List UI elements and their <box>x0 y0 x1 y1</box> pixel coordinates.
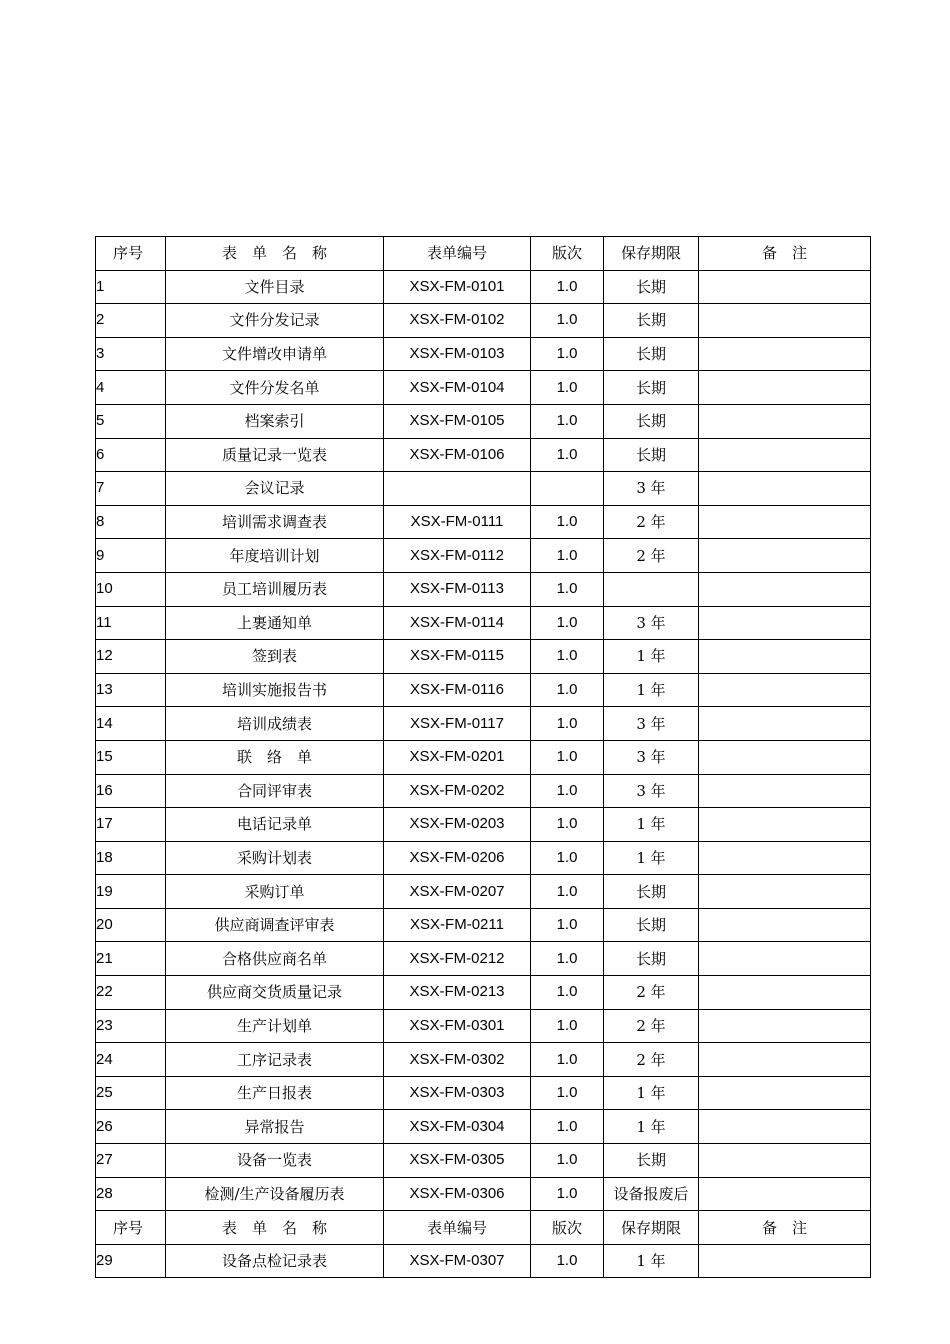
table-row <box>96 304 871 338</box>
cell-version: 1.0 <box>531 606 604 640</box>
cell-no: 9 <box>96 539 166 573</box>
cell-name: 合格供应商名单 <box>166 942 384 976</box>
cell-retention: 3 年 <box>604 774 699 808</box>
table-row <box>96 707 871 741</box>
table-row <box>96 1009 871 1043</box>
cell-remarks <box>699 841 871 875</box>
cell-version: 1.0 <box>531 1110 604 1144</box>
cell-no: 23 <box>96 1009 166 1043</box>
table-row <box>96 606 871 640</box>
cell-name: 工序记录表 <box>166 1043 384 1077</box>
cell-no: 18 <box>96 841 166 875</box>
cell-code: XSX-FM-0201 <box>384 740 531 774</box>
header-no: 序号 <box>96 237 166 271</box>
cell-retention: 1 年 <box>604 673 699 707</box>
cell-version: 1.0 <box>531 304 604 338</box>
table-row <box>96 774 871 808</box>
table-row <box>96 875 871 909</box>
table-row <box>96 808 871 842</box>
header-retention: 保存期限 <box>604 1211 699 1245</box>
cell-code: XSX-FM-0102 <box>384 304 531 338</box>
cell-no: 21 <box>96 942 166 976</box>
table-header-row <box>96 1211 871 1245</box>
cell-name: 电话记录单 <box>166 808 384 842</box>
cell-name: 质量记录一览表 <box>166 438 384 472</box>
table-row <box>96 472 871 506</box>
table-row <box>96 270 871 304</box>
table-row <box>96 1244 871 1278</box>
header-code: 表单编号 <box>384 237 531 271</box>
cell-retention: 长期 <box>604 337 699 371</box>
cell-code: XSX-FM-0106 <box>384 438 531 472</box>
cell-version: 1.0 <box>531 875 604 909</box>
cell-code: XSX-FM-0212 <box>384 942 531 976</box>
table-row <box>96 572 871 606</box>
cell-remarks <box>699 640 871 674</box>
cell-code: XSX-FM-0112 <box>384 539 531 573</box>
cell-retention: 1 年 <box>604 1110 699 1144</box>
cell-remarks <box>699 1076 871 1110</box>
cell-remarks <box>699 976 871 1010</box>
cell-remarks <box>699 942 871 976</box>
cell-name: 设备点检记录表 <box>166 1244 384 1278</box>
cell-code: XSX-FM-0307 <box>384 1244 531 1278</box>
cell-no: 5 <box>96 404 166 438</box>
cell-remarks <box>699 774 871 808</box>
cell-remarks <box>699 1009 871 1043</box>
header-remarks: 备 注 <box>699 237 871 271</box>
table-row <box>96 942 871 976</box>
cell-retention: 1 年 <box>604 1244 699 1278</box>
cell-no: 2 <box>96 304 166 338</box>
cell-no: 27 <box>96 1144 166 1178</box>
cell-retention: 长期 <box>604 270 699 304</box>
cell-retention: 1 年 <box>604 841 699 875</box>
header-no: 序号 <box>96 1211 166 1245</box>
cell-remarks <box>699 1144 871 1178</box>
cell-retention: 2 年 <box>604 505 699 539</box>
cell-name: 文件分发记录 <box>166 304 384 338</box>
cell-remarks <box>699 908 871 942</box>
cell-code: XSX-FM-0306 <box>384 1177 531 1211</box>
cell-remarks <box>699 1110 871 1144</box>
cell-remarks <box>699 371 871 405</box>
cell-retention: 2 年 <box>604 539 699 573</box>
cell-no: 10 <box>96 572 166 606</box>
cell-version: 1.0 <box>531 942 604 976</box>
cell-no: 7 <box>96 472 166 506</box>
cell-name: 文件增改申请单 <box>166 337 384 371</box>
cell-remarks <box>699 1177 871 1211</box>
cell-remarks <box>699 808 871 842</box>
cell-remarks <box>699 673 871 707</box>
cell-version: 1.0 <box>531 640 604 674</box>
table-row <box>96 1110 871 1144</box>
table-row <box>96 740 871 774</box>
header-name: 表 单 名 称 <box>166 237 384 271</box>
cell-no: 6 <box>96 438 166 472</box>
cell-no: 17 <box>96 808 166 842</box>
cell-remarks <box>699 404 871 438</box>
cell-version: 1.0 <box>531 404 604 438</box>
cell-retention: 2 年 <box>604 1043 699 1077</box>
cell-no: 13 <box>96 673 166 707</box>
cell-no: 26 <box>96 1110 166 1144</box>
cell-version: 1.0 <box>531 976 604 1010</box>
cell-remarks <box>699 304 871 338</box>
cell-code: XSX-FM-0213 <box>384 976 531 1010</box>
cell-remarks <box>699 539 871 573</box>
cell-remarks <box>699 572 871 606</box>
table-row <box>96 1144 871 1178</box>
cell-version: 1.0 <box>531 505 604 539</box>
cell-code: XSX-FM-0203 <box>384 808 531 842</box>
cell-name: 检测/生产设备履历表 <box>166 1177 384 1211</box>
cell-remarks <box>699 606 871 640</box>
cell-version: 1.0 <box>531 841 604 875</box>
cell-version: 1.0 <box>531 1177 604 1211</box>
cell-remarks <box>699 875 871 909</box>
cell-no: 4 <box>96 371 166 405</box>
cell-name: 供应商调查评审表 <box>166 908 384 942</box>
cell-no: 8 <box>96 505 166 539</box>
cell-name: 档案索引 <box>166 404 384 438</box>
cell-no: 12 <box>96 640 166 674</box>
cell-no: 24 <box>96 1043 166 1077</box>
cell-version: 1.0 <box>531 1043 604 1077</box>
cell-version: 1.0 <box>531 673 604 707</box>
cell-remarks <box>699 707 871 741</box>
cell-version: 1.0 <box>531 1144 604 1178</box>
cell-code: XSX-FM-0116 <box>384 673 531 707</box>
cell-code: XSX-FM-0303 <box>384 1076 531 1110</box>
form-list-body <box>96 237 871 1278</box>
table-row <box>96 505 871 539</box>
cell-code: XSX-FM-0302 <box>384 1043 531 1077</box>
cell-no: 20 <box>96 908 166 942</box>
cell-retention: 1 年 <box>604 1076 699 1110</box>
cell-name: 文件分发名单 <box>166 371 384 405</box>
cell-version: 1.0 <box>531 337 604 371</box>
table-row <box>96 371 871 405</box>
cell-code <box>384 472 531 506</box>
cell-name: 生产计划单 <box>166 1009 384 1043</box>
cell-code: XSX-FM-0207 <box>384 875 531 909</box>
cell-name: 供应商交货质量记录 <box>166 976 384 1010</box>
cell-code: XSX-FM-0305 <box>384 1144 531 1178</box>
cell-no: 22 <box>96 976 166 1010</box>
cell-name: 上裹通知单 <box>166 606 384 640</box>
cell-name: 设备一览表 <box>166 1144 384 1178</box>
cell-version: 1.0 <box>531 908 604 942</box>
header-name: 表 单 名 称 <box>166 1211 384 1245</box>
cell-name: 异常报告 <box>166 1110 384 1144</box>
cell-name: 培训实施报告书 <box>166 673 384 707</box>
table-row <box>96 841 871 875</box>
cell-name: 员工培训履历表 <box>166 572 384 606</box>
cell-version <box>531 472 604 506</box>
table-row <box>96 404 871 438</box>
cell-retention: 2 年 <box>604 1009 699 1043</box>
cell-version: 1.0 <box>531 1244 604 1278</box>
cell-remarks <box>699 337 871 371</box>
cell-no: 15 <box>96 740 166 774</box>
cell-retention: 2 年 <box>604 976 699 1010</box>
cell-retention: 1 年 <box>604 808 699 842</box>
cell-version: 1.0 <box>531 774 604 808</box>
cell-code: XSX-FM-0117 <box>384 707 531 741</box>
table-row <box>96 337 871 371</box>
cell-retention: 长期 <box>604 304 699 338</box>
table-row <box>96 640 871 674</box>
cell-version: 1.0 <box>531 740 604 774</box>
table-row <box>96 1076 871 1110</box>
cell-retention: 长期 <box>604 371 699 405</box>
cell-no: 11 <box>96 606 166 640</box>
cell-retention: 3 年 <box>604 740 699 774</box>
cell-name: 联 络 单 <box>166 740 384 774</box>
cell-no: 1 <box>96 270 166 304</box>
cell-code: XSX-FM-0211 <box>384 908 531 942</box>
cell-no: 25 <box>96 1076 166 1110</box>
form-list-table <box>95 236 871 1278</box>
cell-name: 年度培训计划 <box>166 539 384 573</box>
cell-retention: 长期 <box>604 875 699 909</box>
cell-version: 1.0 <box>531 808 604 842</box>
cell-code: XSX-FM-0105 <box>384 404 531 438</box>
cell-code: XSX-FM-0113 <box>384 572 531 606</box>
cell-code: XSX-FM-0111 <box>384 505 531 539</box>
cell-retention: 长期 <box>604 404 699 438</box>
cell-code: XSX-FM-0202 <box>384 774 531 808</box>
cell-remarks <box>699 438 871 472</box>
table-header-row <box>96 237 871 271</box>
cell-version: 1.0 <box>531 1076 604 1110</box>
cell-code: XSX-FM-0101 <box>384 270 531 304</box>
cell-name: 培训需求调查表 <box>166 505 384 539</box>
table-row <box>96 539 871 573</box>
cell-version: 1.0 <box>531 1009 604 1043</box>
header-retention: 保存期限 <box>604 237 699 271</box>
cell-name: 签到表 <box>166 640 384 674</box>
cell-code: XSX-FM-0115 <box>384 640 531 674</box>
cell-code: XSX-FM-0103 <box>384 337 531 371</box>
header-remarks: 备 注 <box>699 1211 871 1245</box>
table-row <box>96 1177 871 1211</box>
cell-version: 1.0 <box>531 270 604 304</box>
cell-retention: 长期 <box>604 1144 699 1178</box>
cell-retention <box>604 572 699 606</box>
table-row <box>96 673 871 707</box>
cell-version: 1.0 <box>531 572 604 606</box>
cell-no: 19 <box>96 875 166 909</box>
cell-name: 培训成绩表 <box>166 707 384 741</box>
cell-retention: 1 年 <box>604 640 699 674</box>
cell-remarks <box>699 740 871 774</box>
table-row <box>96 976 871 1010</box>
cell-name: 采购计划表 <box>166 841 384 875</box>
table-row <box>96 1043 871 1077</box>
cell-code: XSX-FM-0104 <box>384 371 531 405</box>
cell-name: 合同评审表 <box>166 774 384 808</box>
cell-no: 14 <box>96 707 166 741</box>
cell-retention: 长期 <box>604 438 699 472</box>
cell-code: XSX-FM-0304 <box>384 1110 531 1144</box>
cell-retention: 3 年 <box>604 707 699 741</box>
cell-retention: 长期 <box>604 942 699 976</box>
table-row <box>96 438 871 472</box>
cell-retention: 3 年 <box>604 606 699 640</box>
header-code: 表单编号 <box>384 1211 531 1245</box>
cell-retention: 3 年 <box>604 472 699 506</box>
cell-version: 1.0 <box>531 371 604 405</box>
cell-code: XSX-FM-0206 <box>384 841 531 875</box>
cell-retention: 长期 <box>604 908 699 942</box>
header-version: 版次 <box>531 237 604 271</box>
cell-name: 采购订单 <box>166 875 384 909</box>
table-row <box>96 908 871 942</box>
cell-retention: 设备报废后 <box>604 1177 699 1211</box>
cell-version: 1.0 <box>531 707 604 741</box>
cell-remarks <box>699 1043 871 1077</box>
cell-name: 生产日报表 <box>166 1076 384 1110</box>
cell-no: 29 <box>96 1244 166 1278</box>
cell-version: 1.0 <box>531 438 604 472</box>
cell-remarks <box>699 505 871 539</box>
cell-remarks <box>699 1244 871 1278</box>
cell-version: 1.0 <box>531 539 604 573</box>
cell-remarks <box>699 472 871 506</box>
cell-name: 文件目录 <box>166 270 384 304</box>
cell-code: XSX-FM-0114 <box>384 606 531 640</box>
header-version: 版次 <box>531 1211 604 1245</box>
cell-no: 28 <box>96 1177 166 1211</box>
cell-name: 会议记录 <box>166 472 384 506</box>
cell-remarks <box>699 270 871 304</box>
cell-code: XSX-FM-0301 <box>384 1009 531 1043</box>
cell-no: 3 <box>96 337 166 371</box>
cell-no: 16 <box>96 774 166 808</box>
